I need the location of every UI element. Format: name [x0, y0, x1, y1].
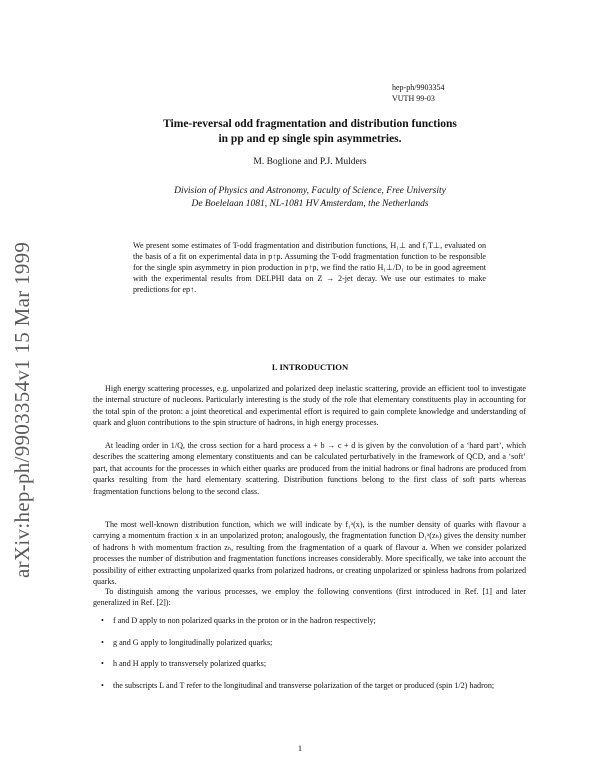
affiliation-line-2: De Boelelaan 1081, NL-1081 HV Amsterdam, the Netherlands — [191, 199, 429, 209]
bullet-icon: • — [101, 680, 104, 690]
affiliation-line-1: Division of Physics and Astronomy, Faculty of Science, Free University — [174, 186, 446, 196]
affiliation — [100, 185, 520, 211]
bullet-icon: • — [101, 637, 104, 647]
list-item-text: f and D apply to non polarized quarks in the proton or in the hadron respectively; — [113, 616, 376, 625]
paragraph-4 — [93, 586, 526, 609]
list-item — [93, 680, 526, 691]
paper-title-line-2: in pp and ep single spin asymmetries. — [218, 133, 402, 145]
paragraph-1 — [93, 383, 526, 429]
section-heading: I. INTRODUCTION — [271, 362, 349, 372]
paragraph-2-text: At leading order in 1/Q, the cross section for a hard process a + b → c + d is given by the convolution of a ‘hard part’, which describes the scattering among elementary constituents and can be calculated perturbatively in the framework of QCD, and a ‘soft’ part, that accounts for the processes in which either quarks are produced from the initial hadrons or final hadrons are produced from quarks resulting from the hard elementary scattering. Distribution functions belong to the first class of soft parts whereas fragmentation functions belong to the second class. — [93, 441, 526, 496]
abstract: We present some estimates of T-odd fragmentation and distribution functions, H₁⊥ and f₁T⊥, evaluated on the basis of a fit on experimental data in p↑p. Assuming the T-odd fragmentation function to be responsible for the single spin asymmetry in pion production in p↑p, we find the ratio H₁⊥/D₁ to be in good agreement with the experimental results from DELPHI data on Z → 2-jet decay. We use our estimates to make predictions for ep↑. — [133, 241, 486, 294]
list-item-text: h and H apply to transversely polarized quarks; — [113, 659, 267, 669]
arxiv-side-identifier: arXiv:hep-ph/9903354v1 15 Mar 1999 — [10, 241, 34, 578]
list-item — [93, 615, 526, 626]
list-item-text: g and G apply to longitudinally polarized quarks; — [113, 637, 273, 647]
paragraph-3-text: The most well-known distribution function, which we will indicate by f₁ᵃ(x), is the number density of quarks with flavour a carrying a momentum fraction x in an unpolarized proton; analogously, the fragmentation function D₁ᵃ(zₕ) gives the density number of hadrons h with momentum fraction zₕ, resulting from the fragmentation of a quark of flavour a. When we consider polarized processes the number of distribution and fragmentation functions increases considerably. More specifically, we take into account the possibility of either extracting unpolarized quarks from polarized hadrons, or creating unpolarized or spinless hadrons from polarized quarks. — [93, 520, 526, 587]
report-number-vuth: VUTH 99-03 — [392, 94, 435, 103]
conventions-list — [93, 615, 526, 701]
authors: M. Boglione and P.J. Mulders — [253, 157, 367, 167]
list-item-text: the subscripts L and T refer to the longitudinal and transverse polarization of the target or produced (spin 1/2) hadron; — [113, 680, 495, 690]
bullet-icon: • — [101, 659, 104, 669]
paragraph-4-text: To distinguish among the various processes, we employ the following conventions (first introduced in Ref. [1] and later generalized in Ref. [2]): — [93, 587, 526, 608]
paragraph-3 — [93, 519, 526, 587]
paper-title — [100, 117, 520, 147]
page-number: 1 — [297, 744, 303, 753]
paragraph-1-text: High energy scattering processes, e.g. unpolarized and polarized deep inelastic scattering, provide an efficient tool to investigate the internal structure of nucleons. Particularly interesting is the study of the role that elementary constituents play in accounting for the total spin of the proton: a joint theoretical and experimental effort is required to gain complete knowledge and understanding of quark and gluon contributions to the spin structure of hadrons, in high energy processes. — [93, 384, 526, 428]
list-item — [93, 637, 526, 648]
paper-title-line-1: Time-reversal odd fragmentation and distribution functions — [163, 118, 457, 130]
report-number-arxiv: hep-ph/9903354 — [392, 83, 445, 92]
bullet-icon: • — [101, 616, 104, 625]
list-item — [93, 658, 526, 669]
paragraph-2 — [93, 440, 526, 497]
